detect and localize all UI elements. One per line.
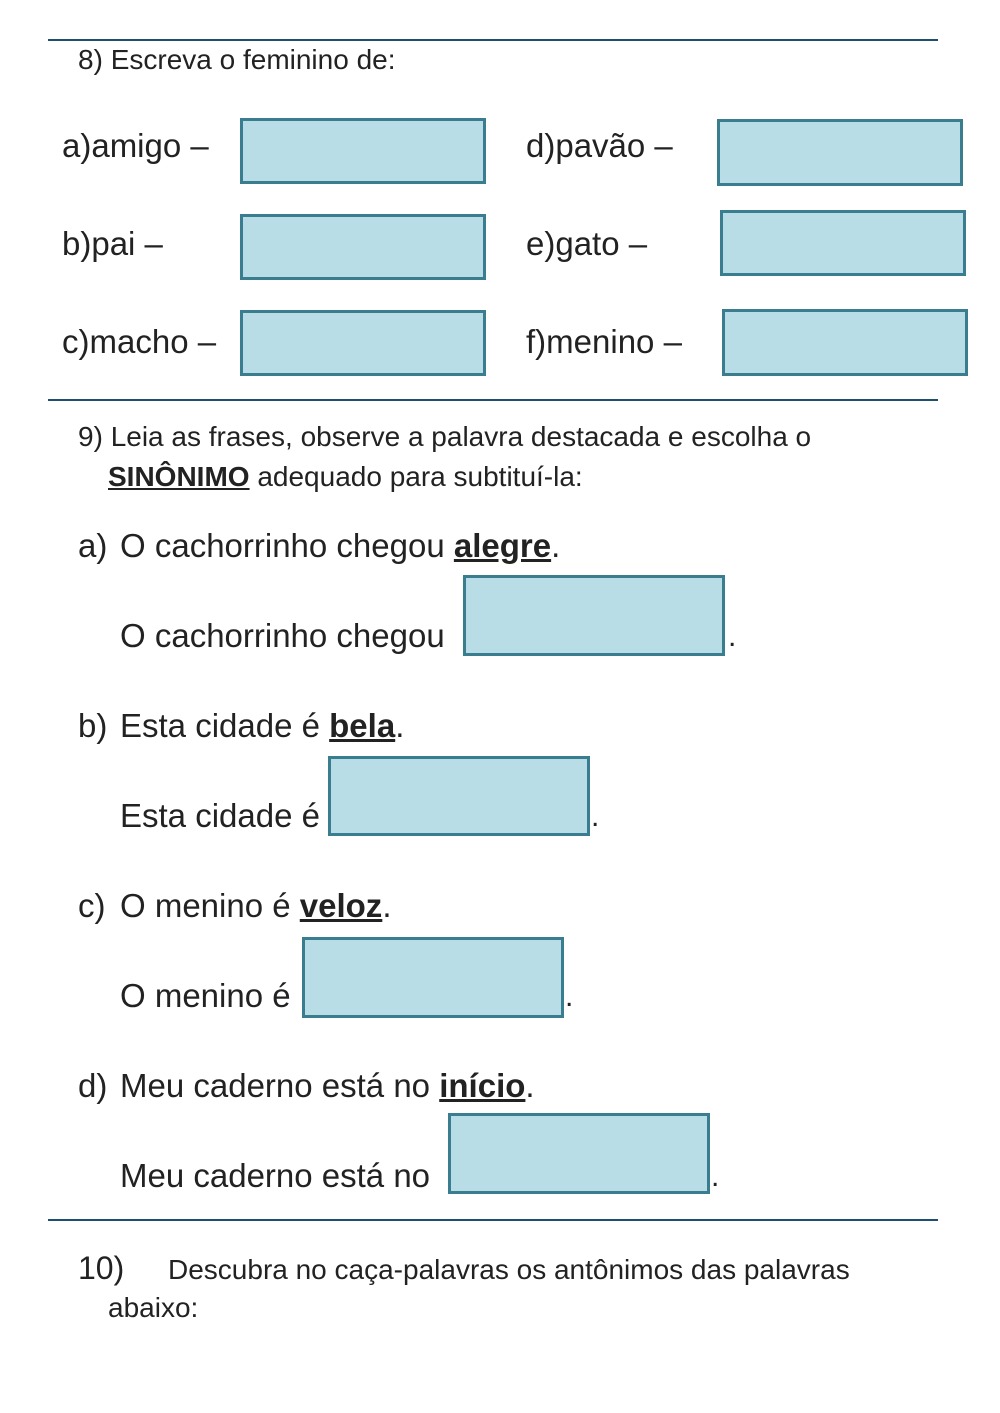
answer-box-q9-a[interactable]	[463, 575, 725, 656]
q9-item-letter: d)	[78, 1067, 108, 1104]
q9-blank-prefix: Esta cidade é	[120, 797, 320, 834]
q9-sentence-d	[78, 1066, 535, 1106]
q9-blank-line-c	[120, 976, 291, 1016]
q10-number: 10)	[78, 1250, 125, 1286]
q9-sentence-b	[78, 706, 404, 746]
divider-q10	[48, 1219, 938, 1221]
q9-item-letter: a)	[78, 527, 108, 564]
answer-box-q8-c[interactable]	[240, 310, 486, 376]
answer-box-q8-e[interactable]	[720, 210, 966, 276]
q9-blank-line-d	[120, 1156, 430, 1196]
q10-instruction-line1: Descubra no caça-palavras os antônimos das palavras	[168, 1254, 850, 1285]
q9-sentence-prefix: Esta cidade é	[120, 707, 330, 744]
q8-item-letter: a)	[62, 127, 92, 164]
q9-highlight-word: alegre	[453, 527, 552, 564]
q8-item-word: pai –	[91, 225, 163, 262]
q9-number: 9)	[78, 421, 103, 452]
q8-item-f	[526, 322, 682, 362]
q8-item-d	[526, 126, 673, 166]
q9-sentence-suffix: .	[395, 707, 405, 744]
q8-item-word: macho –	[89, 323, 217, 360]
q9-blank-prefix: O cachorrinho chegou	[120, 617, 445, 654]
q9-highlight-word: veloz	[299, 887, 383, 924]
q8-item-word: pavão –	[555, 127, 673, 164]
q9-blank-prefix: O menino é	[120, 977, 291, 1014]
q8-item-word: amigo –	[91, 127, 209, 164]
q9-blank-suffix-a: .	[728, 620, 737, 653]
q9-highlight-word: início	[439, 1067, 526, 1104]
q9-sentence-suffix: .	[525, 1067, 535, 1104]
q8-item-letter: f)	[526, 323, 547, 360]
q9-keyword: SINÔNIMO	[108, 461, 250, 492]
q9-highlight-word: bela	[329, 707, 396, 744]
q8-item-word: menino –	[546, 323, 682, 360]
q9-instruction-rest: adequado para subtituí-la:	[249, 461, 583, 492]
q9-blank-suffix-d: .	[711, 1160, 720, 1193]
q9-sentence-suffix: .	[382, 887, 392, 924]
q9-item-letter: b)	[78, 707, 108, 744]
q9-blank-prefix: Meu caderno está no	[120, 1157, 431, 1194]
answer-box-q8-f[interactable]	[722, 309, 968, 376]
q9-sentence-c	[78, 886, 391, 926]
q8-item-c	[62, 322, 216, 362]
answer-box-q8-d[interactable]	[717, 119, 963, 186]
q9-sentence-prefix: O menino é	[120, 887, 300, 924]
answer-box-q9-d[interactable]	[448, 1113, 710, 1194]
q9-blank-line-a	[120, 616, 445, 656]
answer-box-q8-a[interactable]	[240, 118, 486, 184]
answer-box-q9-b[interactable]	[328, 756, 590, 836]
q8-item-a	[62, 126, 209, 166]
q8-item-letter: d)	[526, 127, 556, 164]
divider-q9	[48, 399, 938, 401]
q9-heading	[78, 417, 811, 457]
q8-item-e	[526, 224, 647, 264]
q9-instruction-line1: Leia as frases, observe a palavra destacada e escolha o	[110, 421, 812, 452]
q9-blank-suffix-c: .	[565, 980, 574, 1013]
q10-heading	[78, 1248, 850, 1290]
answer-box-q9-c[interactable]	[302, 937, 564, 1018]
q8-instruction: Escreva o feminino de:	[110, 44, 396, 75]
q9-sentence-suffix: .	[551, 527, 561, 564]
q9-blank-suffix-b: .	[591, 800, 600, 833]
q8-item-b	[62, 224, 163, 264]
q8-item-letter: b)	[62, 225, 92, 262]
q9-sentence-a	[78, 526, 560, 566]
answer-box-q8-b[interactable]	[240, 214, 486, 280]
q9-sentence-prefix: Meu caderno está no	[120, 1067, 440, 1104]
q9-blank-line-b	[120, 796, 320, 836]
q8-heading	[78, 40, 396, 80]
q8-item-letter: e)	[526, 225, 556, 262]
q9-item-letter: c)	[78, 887, 106, 924]
q10-instruction-line2: abaixo:	[108, 1292, 199, 1323]
q8-item-letter: c)	[62, 323, 90, 360]
q8-item-word: gato –	[555, 225, 648, 262]
q9-instruction-line2	[108, 457, 583, 497]
q8-number: 8)	[78, 44, 103, 75]
q9-sentence-prefix: O cachorrinho chegou	[120, 527, 454, 564]
